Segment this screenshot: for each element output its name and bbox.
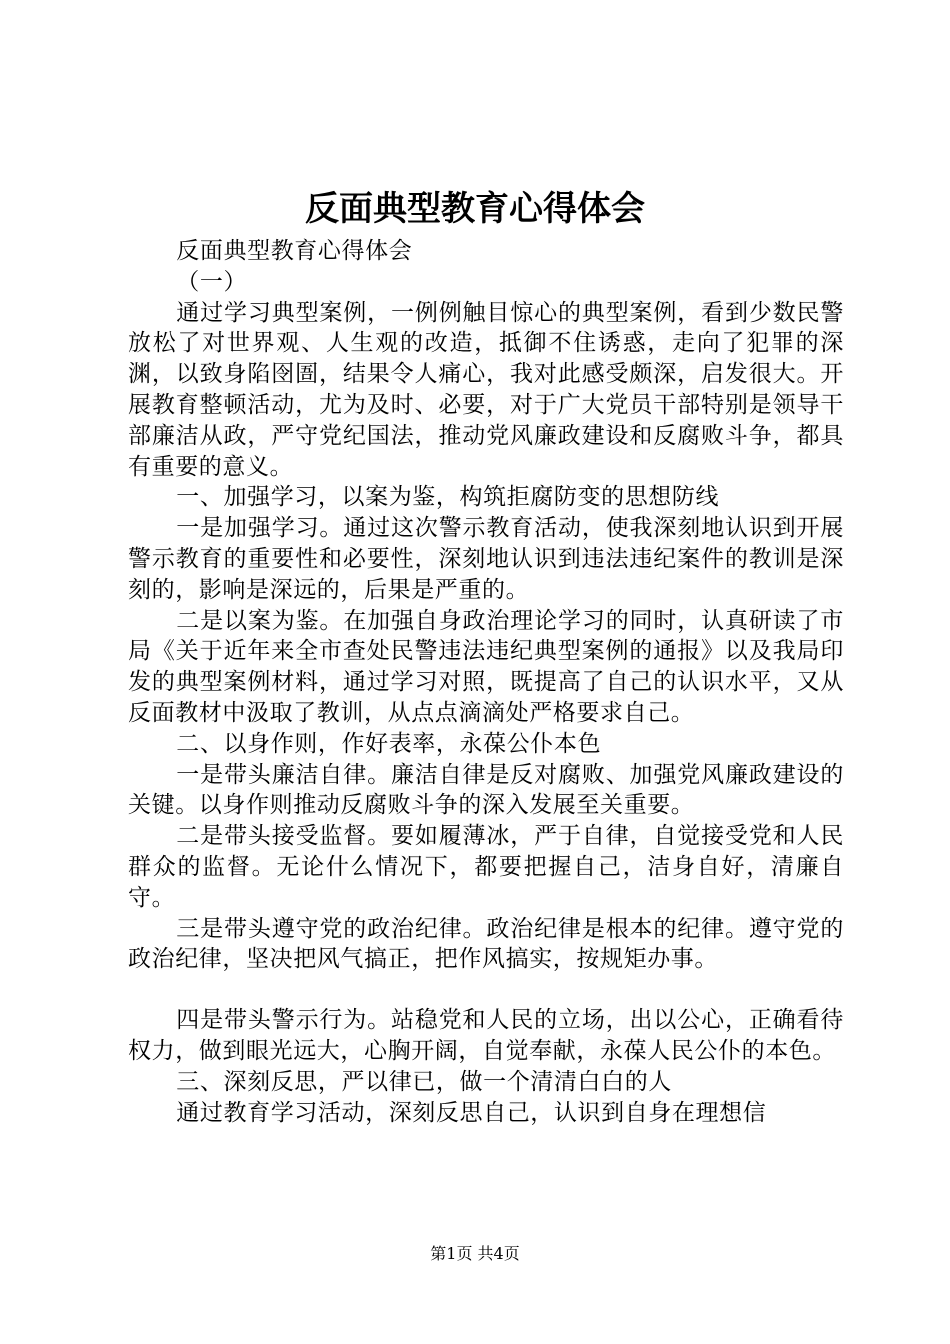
- body-paragraph: 二是以案为鉴。在加强自身政治理论学习的同时，认真研读了市局《关于近年来全市查处民警违法违纪典型案例的通报》以及我局印发的典型案例材料，通过学习对照，既提高了自己的认识水平，又从反面教材中汲取了教训，从点点滴滴处严格要求自己。: [128, 607, 844, 726]
- body-paragraph: 一是带头廉洁自律。廉洁自律是反对腐败、加强党风廉政建设的关键。以身作则推动反腐败斗争的深入发展至关重要。: [128, 761, 844, 819]
- document-title: 反面典型教育心得体会: [305, 189, 645, 229]
- body-paragraph: 一是加强学习。通过这次警示教育活动，使我深刻地认识到开展警示教育的重要性和必要性，深刻地认识到违法违纪案件的教训是深刻的，影响是深远的，后果是严重的。: [128, 515, 844, 603]
- heading-3-paragraph: 三、深刻反思，严以律已，做一个清清白白的人: [176, 1068, 672, 1095]
- section-number-paragraph: （一）: [176, 268, 248, 295]
- document-body: [128, 236, 844, 1128]
- body-paragraph: 四是带头警示行为。站稳党和人民的立场，出以公心，正确看待权力，做到眼光远大，心胸开阔，自觉奉献，永葆人民公仆的本色。: [128, 1007, 844, 1064]
- body-paragraph: 二是带头接受监督。要如履薄冰，严于自律，自觉接受党和人民群众的监督。无论什么情况下，都要把握自己，洁身自好，清廉自守。: [128, 823, 844, 911]
- subtitle-paragraph: 反面典型教育心得体会: [176, 238, 413, 264]
- heading-2-paragraph: 二、以身作则，作好表率，永葆公仆本色: [176, 730, 602, 757]
- page-footer: 第1页 共4页: [430, 1244, 520, 1263]
- body-paragraph: 三是带头遵守党的政治纪律。政治纪律是根本的纪律。遵守党的政治纪律，坚决把风气搞正，把作风搞实，按规矩办事。: [128, 915, 844, 973]
- intro-paragraph: 通过学习典型案例，一例例触目惊心的典型案例，看到少数民警放松了对世界观、人生观的改造，抵御不住诱惑，走向了犯罪的深渊，以致身陷囹圄，结果令人痛心，我对此感受颇深，启发很大。开展教育整顿活动，尤为及时、必要，对于广大党员干部特别是领导干部廉洁从政，严守党纪国法，推动党风廉政建设和反腐败斗争，都具有重要的意义。: [128, 299, 844, 480]
- body-paragraph: 通过教育学习活动，深刻反思自己，认识到自身在理想信: [176, 1099, 767, 1126]
- heading-1-paragraph: 一、加强学习，以案为鉴，构筑拒腐防变的思想防线: [176, 484, 720, 511]
